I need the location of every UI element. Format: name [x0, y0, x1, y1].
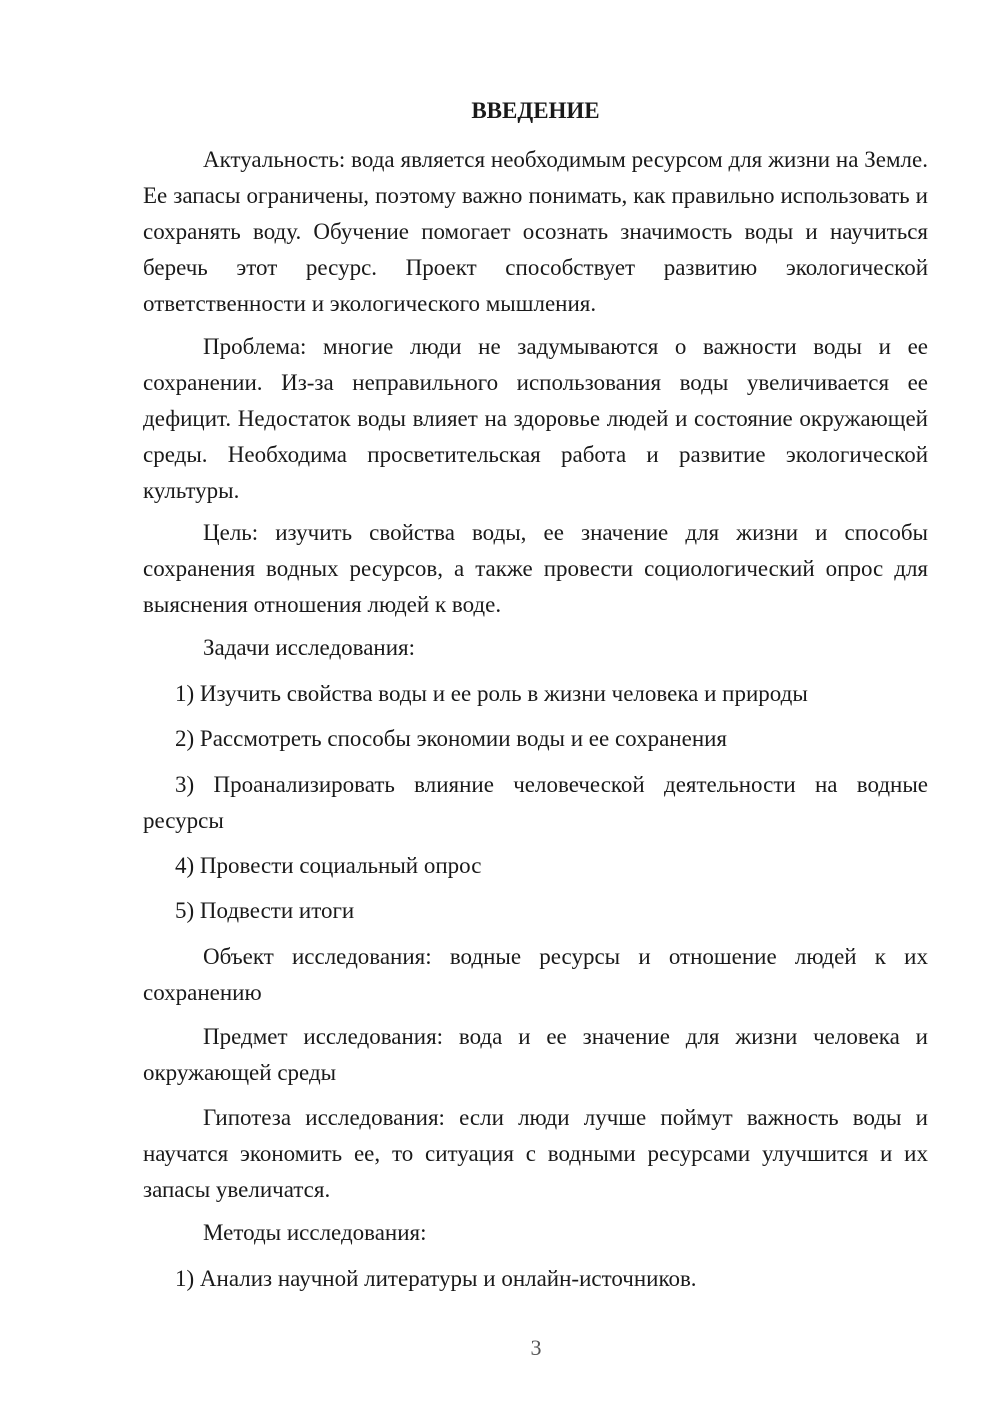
section-heading: ВВЕДЕНИЕ	[471, 98, 600, 123]
page-number: 3	[530, 1335, 542, 1360]
relevance-paragraph: Актуальность: вода является необходимым ресурсом для жизни на Земле. Ее запасы ограничены, поэтому важно понимать, как правильно использовать и сохранять воду. Обучение помогает осознать значимость воды и научиться беречь этот ресурс. Проект способствует развитию экологической ответственности и экологического мышления.	[143, 147, 928, 316]
goal-paragraph: Цель: изучить свойства воды, ее значение для жизни и способы сохранения водных ресурсов, а также провести социологический опрос для выяснения отношения людей к воде.	[143, 520, 928, 617]
task-item-1: 1) Изучить свойства воды и ее роль в жизни человека и природы	[175, 681, 808, 706]
task-item-2: 2) Рассмотреть способы экономии воды и ее сохранения	[175, 726, 728, 751]
hypothesis-paragraph: Гипотеза исследования: если люди лучше поймут важность воды и научатся экономить ее, то ситуация с водными ресурсами улучшится и их запасы увеличатся.	[143, 1105, 928, 1202]
subject-paragraph: Предмет исследования: вода и ее значение для жизни человека и окружающей среды	[143, 1024, 928, 1085]
tasks-title: Задачи исследования:	[203, 635, 416, 660]
object-paragraph: Объект исследования: водные ресурсы и отношение людей к их сохранению	[143, 944, 928, 1005]
task-item-3: 3) Проанализировать влияние человеческой деятельности на водные ресурсы	[143, 772, 928, 833]
methods-title: Методы исследования:	[203, 1220, 427, 1245]
task-item-4: 4) Провести социальный опрос	[175, 853, 482, 878]
problem-paragraph: Проблема: многие люди не задумываются о важности воды и ее сохранении. Из-за неправильного использования воды увеличивается ее дефицит. Недостаток воды влияет на здоровье людей и состояние окружающей среды. Необходима просветительская работа и развитие экологической культуры.	[143, 334, 928, 503]
method-item-1: 1) Анализ научной литературы и онлайн-источников.	[175, 1266, 697, 1291]
task-item-5: 5) Подвести итоги	[175, 898, 355, 923]
